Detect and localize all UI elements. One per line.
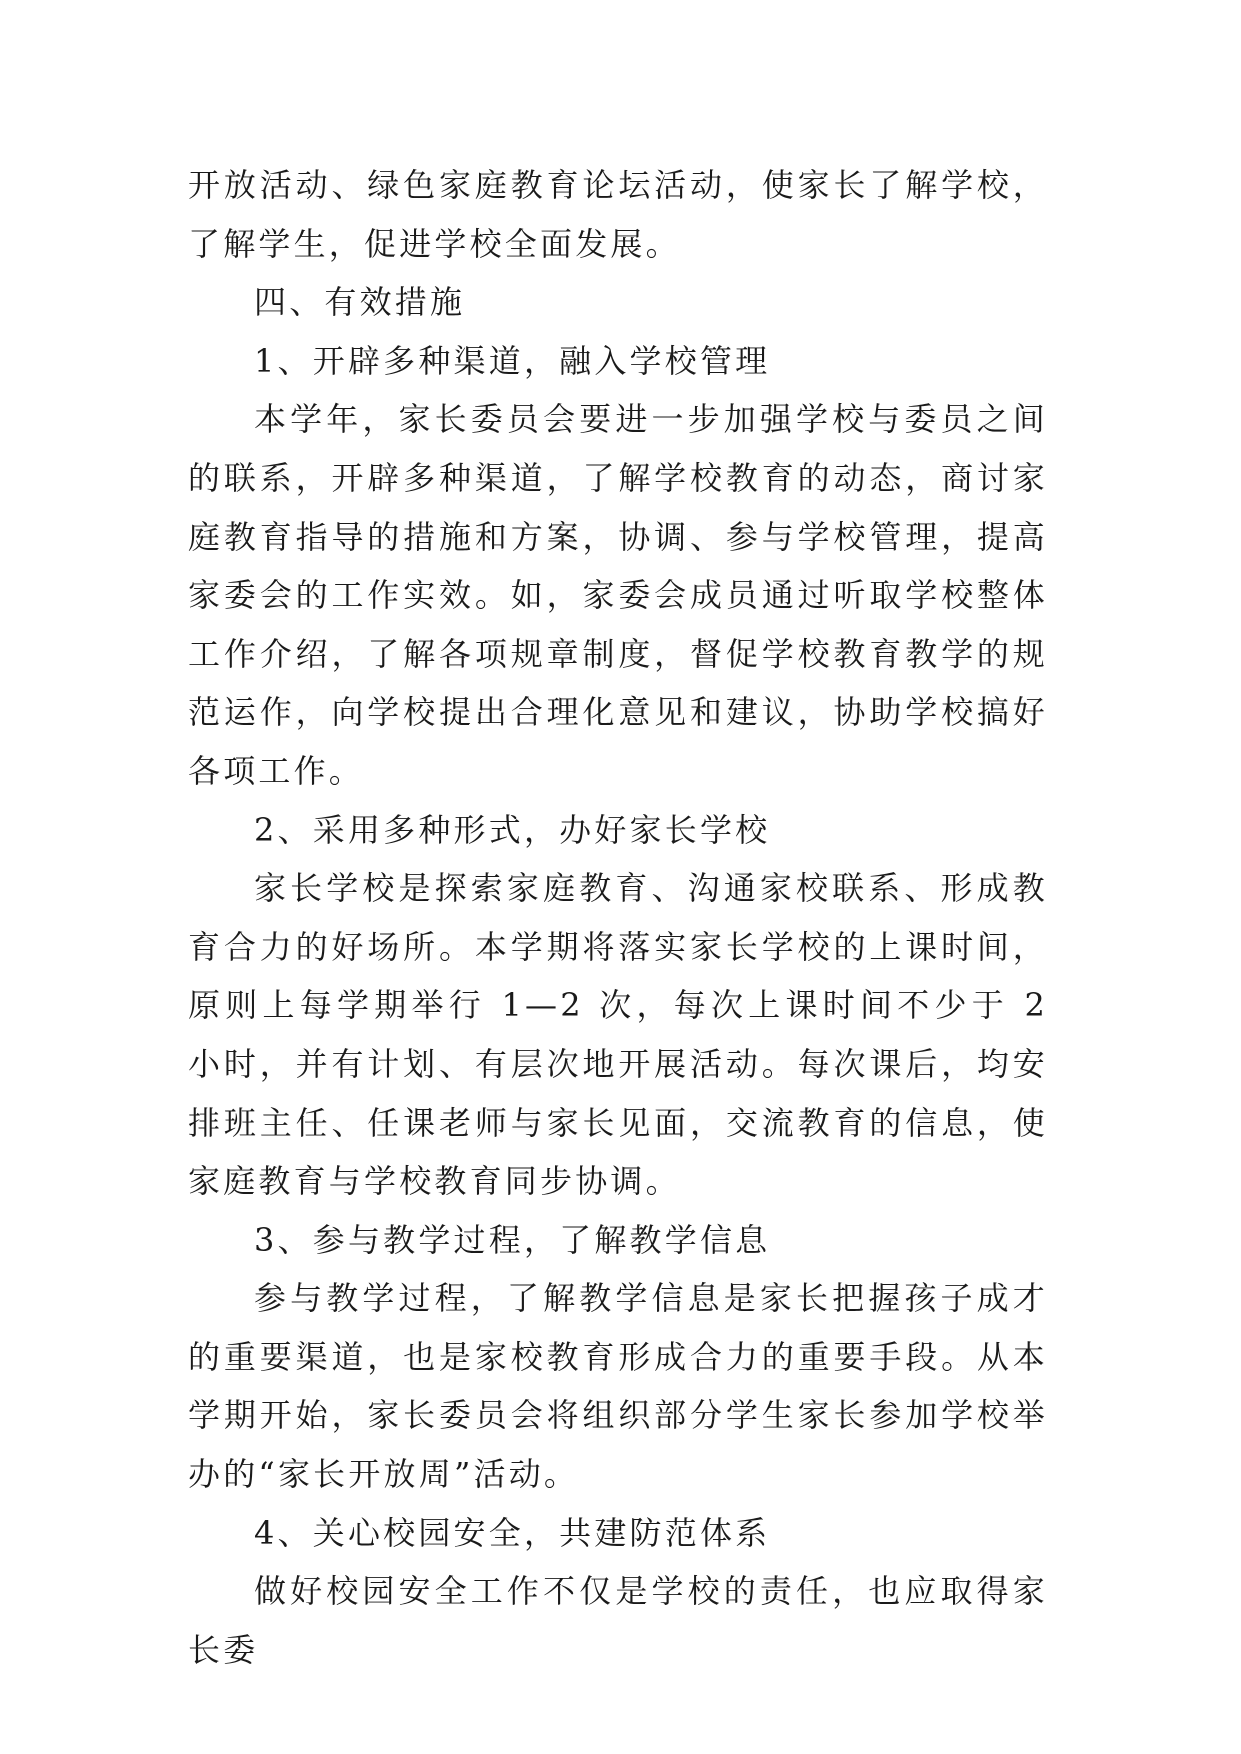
paragraph-3: 参与教学过程，了解教学信息是家长把握孩子成才的重要渠道，也是家校教育形成合力的重要手段。从本学期开始，家长委员会将组织部分学生家长参加学校举办的“家长开放周”活动。 xyxy=(188,1279,1048,1494)
section-heading-measures: 四、有效措施 xyxy=(254,283,466,322)
subheading-3: 3、参与教学过程，了解教学信息 xyxy=(254,1220,771,1259)
document-body xyxy=(188,156,1048,1679)
paragraph-continuation: 开放活动、绿色家庭教育论坛活动，使家长了解学校，了解学生，促进学校全面发展。 xyxy=(188,166,1048,263)
paragraph-1: 本学年，家长委员会要进一步加强学校与委员之间的联系，开辟多种渠道，了解学校教育的动态，商讨家庭教育指导的措施和方案，协调、参与学校管理，提高家委会的工作实效。如，家委会成员通过听取学校整体工作介绍，了解各项规章制度，督促学校教育教学的规范运作，向学校提出合理化意见和建议，协助学校搞好各项工作。 xyxy=(188,400,1048,790)
subheading-4: 4、关心校园安全，共建防范体系 xyxy=(254,1513,771,1552)
paragraph-2: 家长学校是探索家庭教育、沟通家校联系、形成教育合力的好场所。本学期将落实家长学校的上课时间，原则上每学期举行 1—2 次，每次上课时间不少于 2 小时，并有计划、有层次地开展活动。每次课后，均安排班主任、任课老师与家长见面，交流教育的信息，使家庭教育与学校教育同步协调。 xyxy=(188,869,1048,1201)
subheading-2: 2、采用多种形式，办好家长学校 xyxy=(254,810,771,849)
paragraph-4-partial: 做好校园安全工作不仅是学校的责任，也应取得家长委 xyxy=(188,1572,1048,1669)
subheading-1: 1、开辟多种渠道，融入学校管理 xyxy=(254,341,771,380)
